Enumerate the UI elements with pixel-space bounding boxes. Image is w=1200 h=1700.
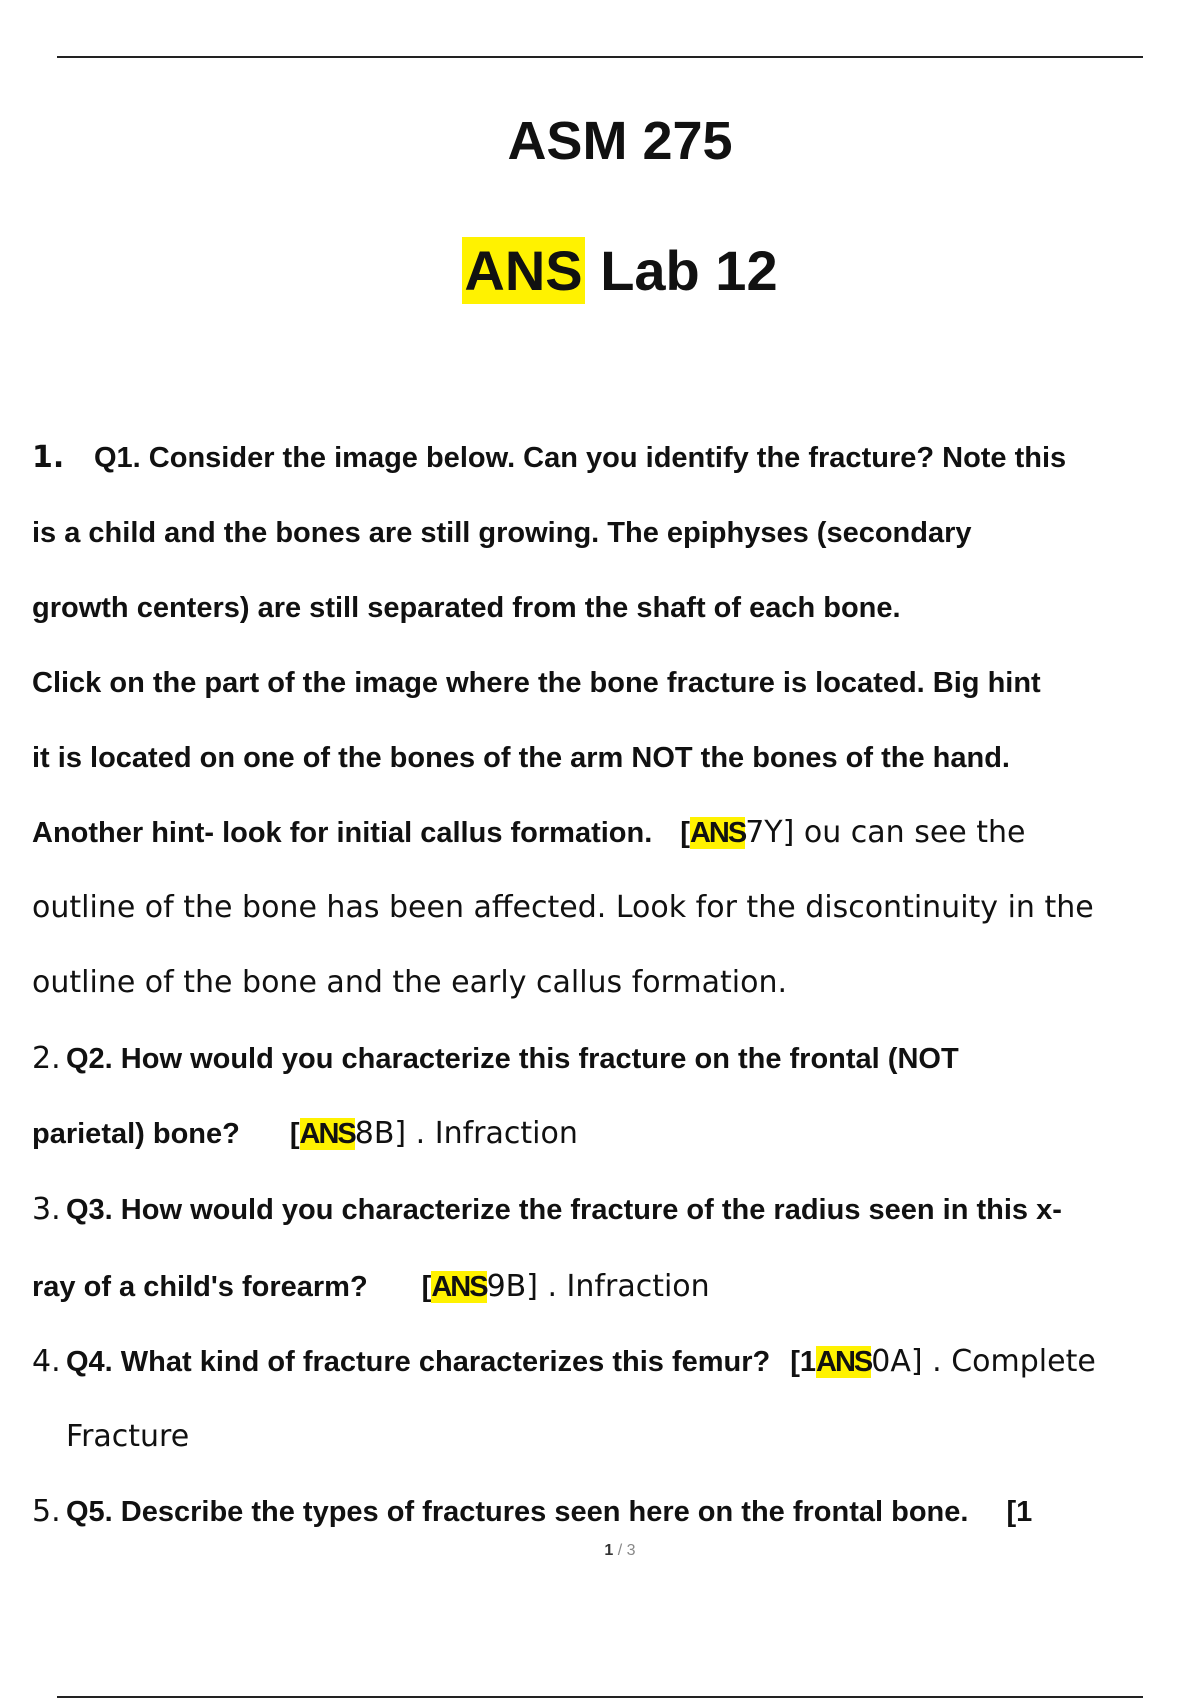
- q4-answer: . Complete: [922, 1344, 1096, 1379]
- q4-text-1: Q4. What kind of fracture characterizes this femur?: [66, 1346, 771, 1378]
- q4-line-1: [32, 1342, 1180, 1382]
- q1-line-2: is a child and the bones are still growing. The epiphyses (secondary: [32, 517, 972, 549]
- total-pages: 3: [626, 1542, 636, 1559]
- q2-tag-highlight: ANS: [299, 1118, 355, 1150]
- q1-line-1: [32, 438, 1180, 478]
- q2-text-2: parietal) bone?: [32, 1118, 240, 1150]
- current-page: 1: [604, 1542, 614, 1559]
- q1-line-6: [32, 813, 1180, 853]
- q4-answer-line-2: Fracture: [66, 1419, 190, 1454]
- bottom-rule: [57, 1696, 1143, 1698]
- page-indicator: [0, 1542, 1200, 1560]
- q3-tag-highlight: ANS: [431, 1271, 487, 1303]
- page-separator: /: [613, 1542, 627, 1559]
- q1-number: 1.: [32, 440, 65, 475]
- q1-line-3: growth centers) are still separated from the shaft of each bone.: [32, 592, 901, 624]
- lab-title-text: Lab 12: [600, 239, 778, 302]
- q5-answer-tag: [1: [1006, 1496, 1033, 1528]
- q4-number: 4.: [32, 1344, 61, 1379]
- q3-line-1: [32, 1190, 1180, 1230]
- lab-title: [0, 236, 1200, 306]
- q2-text-1: Q2. How would you characterize this fracture on the frontal (NOT: [66, 1043, 959, 1075]
- q2-answer: . Infraction: [406, 1116, 578, 1151]
- q1-answer-line-2: outline of the bone has been affected. Look for the discontinuity in the: [32, 890, 1094, 925]
- q1-answer: ou can see the: [794, 815, 1026, 850]
- lab-title-highlight: ANS: [464, 239, 583, 302]
- q5-number: 5.: [32, 1494, 61, 1529]
- q3-line-2: [32, 1267, 1180, 1307]
- q1-answer-line-3: outline of the bone and the early callus formation.: [32, 965, 788, 1000]
- q2-number: 2.: [32, 1041, 61, 1076]
- q4-tag-highlight: ANS: [816, 1346, 872, 1378]
- q3-number: 3.: [32, 1192, 61, 1227]
- q2-line-1: [32, 1039, 1180, 1079]
- q5-line-1: [32, 1492, 1180, 1532]
- q1-line-5: it is located on one of the bones of the arm NOT the bones of the hand.: [32, 742, 1010, 774]
- q3-text-1: Q3. How would you characterize the fracture of the radius seen in this x-: [66, 1194, 1062, 1226]
- q2-line-2: [32, 1114, 1180, 1154]
- q2-answer-tag: [ANS8B]: [289, 1116, 407, 1151]
- q4-answer-tag: [1ANS0A]: [790, 1344, 923, 1379]
- course-title: ASM 275: [507, 111, 733, 171]
- q1-text-1: Q1. Consider the image below. Can you identify the fracture? Note this: [94, 442, 1067, 474]
- q5-text-1: Q5. Describe the types of fractures seen here on the frontal bone.: [66, 1496, 969, 1528]
- q3-answer-tag: [ANS9B]: [421, 1269, 538, 1304]
- q3-answer: . Infraction: [537, 1269, 710, 1304]
- q1-answer-tag: [ANS7Y]: [680, 815, 795, 850]
- q1-tag-highlight: ANS: [689, 817, 746, 849]
- q3-text-2: ray of a child's forearm?: [32, 1271, 368, 1303]
- q1-line-4: Click on the part of the image where the bone fracture is located. Big hint: [32, 667, 1041, 699]
- q1-hint: Another hint- look for initial callus formation.: [32, 817, 653, 849]
- top-rule: [57, 56, 1143, 58]
